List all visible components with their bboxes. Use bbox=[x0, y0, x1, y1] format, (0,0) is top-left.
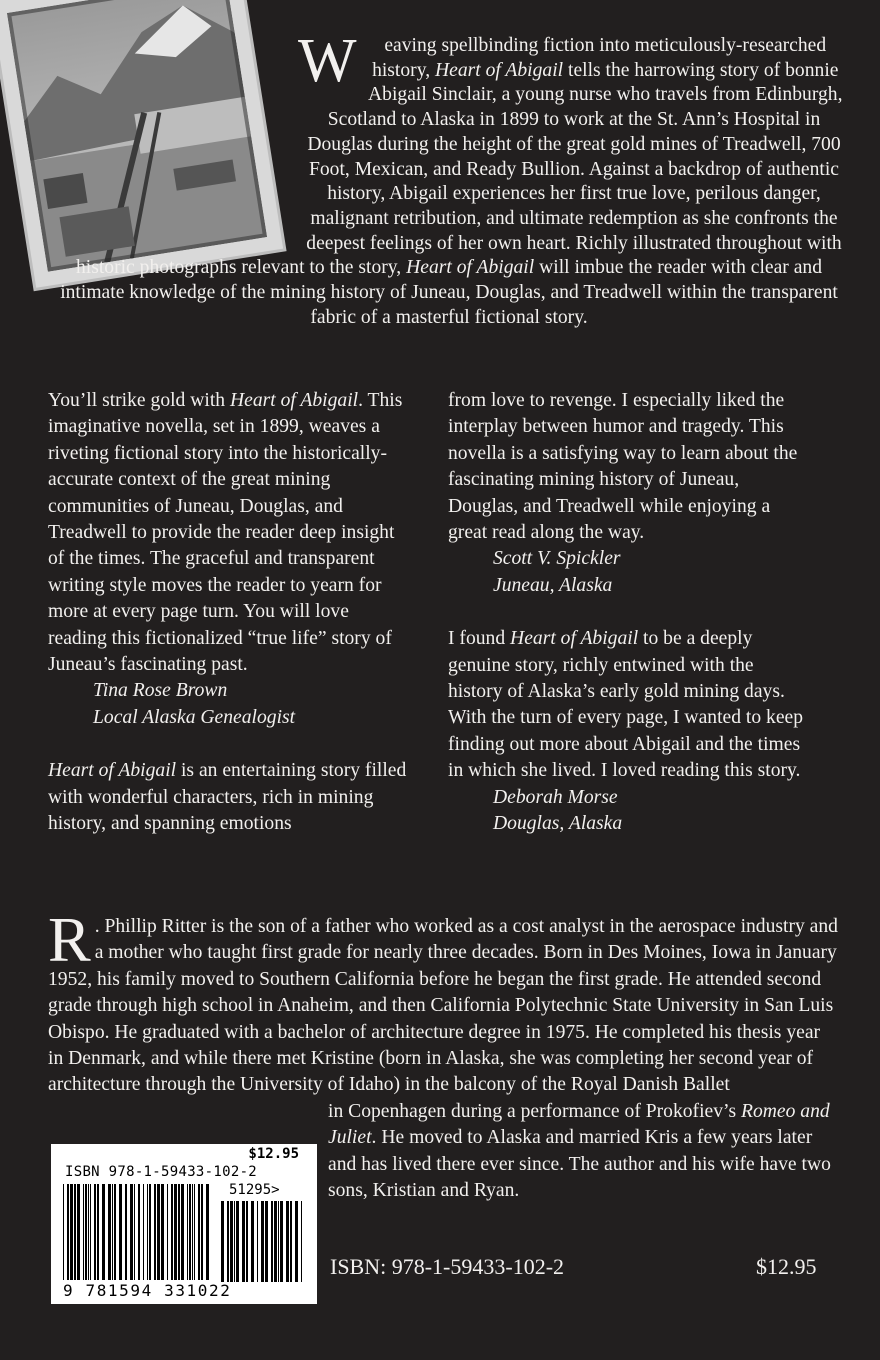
reviews-left-column bbox=[48, 388, 408, 838]
footer-price: $12.95 bbox=[756, 1254, 817, 1279]
bio-dropcap: R bbox=[48, 904, 91, 975]
review-3-place: Douglas, Alaska bbox=[493, 813, 623, 835]
barcode-digits: 9 781594 331022 bbox=[63, 1281, 232, 1300]
review-2-end: from love to revenge. I especially liked the interplay between humor and tragedy. This novella is a satisfying way to learn about the fascinating mining history of Juneau, Douglas, and Treadwell while enjoying a great read along the way. bbox=[448, 390, 798, 544]
bio-indented-text: in Copenhagen during a performance of Prokofiev’s Romeo and Juliet. He moved to Alaska and married Kris a few years later and has lived there ever since. The author and his wife have two sons, Kristian and Ryan. bbox=[328, 1100, 831, 1202]
barcode bbox=[51, 1144, 317, 1304]
review-1: You’ll strike gold with Heart of Abigail. This imaginative novella, set in 1899, weaves a riveting fictional story into the historically-accurate context of the great mining communities of Juneau, Douglas, and Treadwell to provide the reader deep insight of the times. The graceful and transparent writing style moves the reader to yearn for more at every page turn. You will love reading this fictionalized “true life” story of Juneau’s fascinating past. bbox=[48, 390, 403, 676]
review-2-name: Scott V. Spickler bbox=[493, 548, 621, 570]
barcode-bars bbox=[63, 1184, 213, 1280]
barcode-addon-bars bbox=[221, 1201, 307, 1282]
book-description: W eaving spellbinding fiction into meticulously-researched history, Heart of Abigail tells the harrowing story of bonnie Abigail Sinclair, a young nurse who travels from Edinburgh, Scotland to Alaska in 1899 to work at the St. Ann’s Hospital in Douglas during the height of the great gold mines of Treadwell, 700 Foot, Mexican, and Ready Bullion. Against a backdrop of authentic history, Abigail experiences her first true love, perilous danger, malignant retribution, and ultimate redemption as she confronts the deepest feelings of her own heart. Richly illustrated throughout with historic photographs relevant to the story, Heart of Abigail will imbue the reader with clear and intimate knowledge of the mining history of Juneau, Douglas, and Treadwell within the transparent fabric of a masterful fictional story. bbox=[60, 27, 843, 328]
reviews-right-column bbox=[448, 388, 808, 838]
barcode-addon: 51295> bbox=[229, 1182, 280, 1198]
review-1-place: Local Alaska Genealogist bbox=[93, 706, 296, 728]
barcode-isbn: ISBN 978-1-59433-102-2 bbox=[65, 1164, 258, 1180]
barcode-price: $12.95 bbox=[248, 1146, 299, 1162]
review-2-start: Heart of Abigail is an entertaining story filled with wonderful characters, rich in mining history, and spanning emotions bbox=[48, 760, 407, 835]
author-bio: R . Phillip Ritter is the son of a father who worked as a cost analyst in the aerospace industry and a mother who taught first grade for nearly three decades. Born in Des Moines, Iowa in January 1952, his family moved to Southern California before he began the first grade. He attended second grade through high school in Anaheim, and then California Polytechnic State University in San Luis Obispo. He graduated with a bachelor of architecture degree in 1975. He completed his thesis year in Denmark, and while there met Kristine (born in Alaska, she was completing her second year of architecture through the University of Idaho) in the balcony of the Royal Danish Ballet in Copenhagen during a performance of Prokofiev’s Romeo and Juliet. He moved to Alaska and married Kris a few years later and has lived there ever since. The author and his wife have two sons, Kristian and Ryan. bbox=[48, 914, 838, 1204]
review-3: I found Heart of Abigail to be a deeply genuine story, richly entwined with the history of Alaska’s early gold mining days. With the turn of every page, I wanted to keep finding out more about Abigail and the times in which she lived. I loved reading this story. bbox=[448, 628, 804, 782]
footer-isbn: ISBN: 978-1-59433-102-2 bbox=[330, 1254, 565, 1279]
review-3-name: Deborah Morse bbox=[493, 786, 618, 808]
review-2-place: Juneau, Alaska bbox=[493, 574, 613, 596]
review-1-name: Tina Rose Brown bbox=[93, 680, 228, 702]
intro-dropcap: W bbox=[298, 27, 357, 95]
